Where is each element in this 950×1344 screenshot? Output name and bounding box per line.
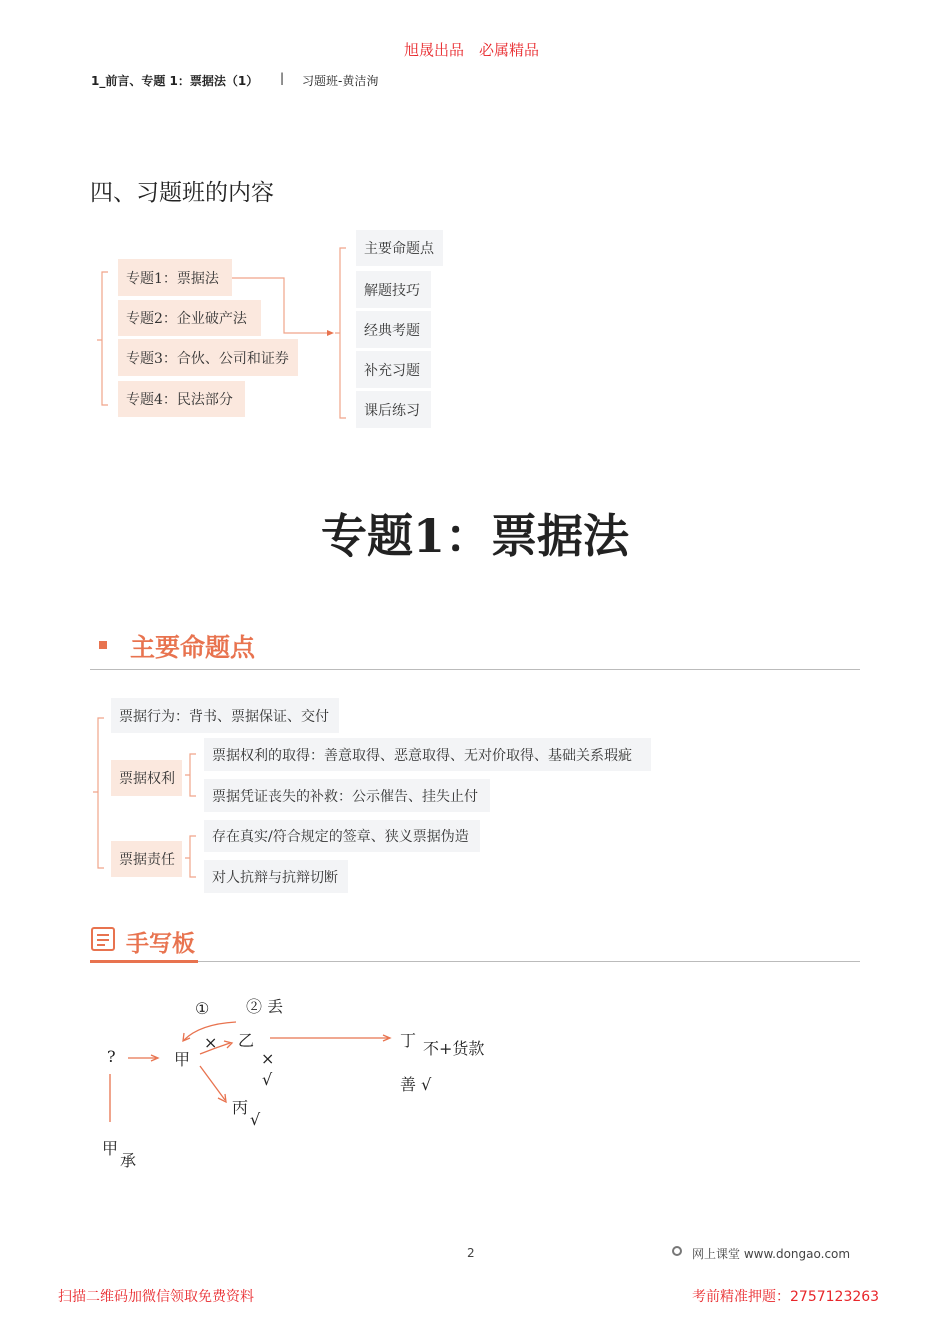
note-check: √ <box>262 1070 273 1089</box>
note-ding: 丁 <box>400 1031 417 1050</box>
note-cross: × <box>261 1049 275 1068</box>
note-cross: × <box>204 1033 218 1052</box>
topic-4: 专题4：民法部分 <box>118 381 245 417</box>
note-jia-2: 甲 <box>102 1139 119 1158</box>
left-footer-ad: 扫描二维码加微信领取免费资料 <box>58 1289 254 1305</box>
bill-rights: 票据权利 <box>111 760 182 796</box>
handwriting-heading: 手写板 <box>126 930 195 957</box>
topic-title: 专题1：票据法 <box>320 509 629 563</box>
section-title: 四、习题班的内容 <box>90 180 274 206</box>
part-1: 主要命题点 <box>356 230 443 266</box>
part-4: 补充习题 <box>356 351 431 388</box>
note-circle-2-lost: ② 丢 <box>246 997 284 1016</box>
site-link[interactable]: 网上课堂 www.dongao.com <box>692 1247 851 1261</box>
topic-1: 专题1：票据法 <box>118 259 232 296</box>
main-points-heading: 主要命题点 <box>130 633 256 662</box>
dongao-logo-icon <box>672 1246 682 1256</box>
header-separator: | <box>280 71 285 85</box>
bill-rights-item: 票据权利的取得：善意取得、恶意取得、无对价取得、基础关系瑕疵 <box>204 738 651 771</box>
part-3: 经典考题 <box>356 311 431 348</box>
course-name: 习题班-黄洁洵 <box>302 74 379 88</box>
topic-2: 专题2：企业破产法 <box>118 300 261 336</box>
note-circle-1: ① <box>195 999 210 1018</box>
brand-banner: 旭晟出品 必属精品 <box>404 41 540 59</box>
bill-liability: 票据责任 <box>111 841 182 877</box>
note-good-faith: 善 √ <box>400 1075 432 1094</box>
note-jia: 甲 <box>174 1050 191 1069</box>
divider <box>90 669 860 670</box>
notepad-icon <box>91 927 115 951</box>
page-number: 2 <box>467 1246 475 1260</box>
doc-title: 1_前言、专题 1：票据法（1） <box>91 74 259 88</box>
note-cheng: 承 <box>120 1151 137 1170</box>
divider <box>90 961 860 962</box>
heading-underline <box>90 960 198 963</box>
bill-liability-item: 存在真实/符合规定的签章、狭义票据伪造 <box>204 820 480 852</box>
note-yi: 乙 <box>238 1031 255 1050</box>
topic-3: 专题3：合伙、公司和证券 <box>118 339 298 376</box>
part-5: 课后练习 <box>356 391 431 428</box>
bill-liability-item: 对人抗辩与抗辩切断 <box>204 860 348 893</box>
bill-act: 票据行为：背书、票据保证、交付 <box>111 698 339 733</box>
note-no-payment: 不+货款 <box>423 1039 485 1058</box>
part-2: 解题技巧 <box>356 271 431 308</box>
note-check: √ <box>250 1110 261 1129</box>
note-question: ? <box>107 1047 116 1066</box>
bill-rights-item: 票据凭证丧失的补救：公示催告、挂失止付 <box>204 779 490 812</box>
note-bing: 丙 <box>232 1098 249 1117</box>
right-footer-ad: 考前精准押题：2757123263 <box>692 1289 880 1305</box>
bullet-square-icon <box>99 641 107 649</box>
